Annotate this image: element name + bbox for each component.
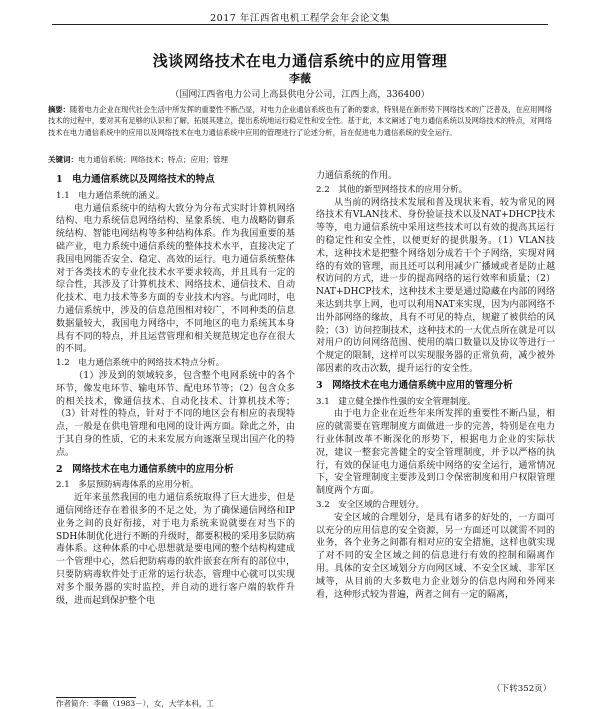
paragraph: 近年来虽然我国的电力通信系统取得了巨大进步，但是通信网络还存在着很多的不足之处，为了确保通信网络和IP业务之间的良好衔接，对于电力系统来说就要在对当下的SDH体制优化进行不断的升级时，都要积极的采用多层防病毒体系。这种体系的中心思想就是要电网的整个结构构建成一个管理中心，然后把防病毒的软件嵌套在所有的部位中，只要防病毒软件处于正常的运行状态，管理中心就可以实现对多个服务器的实时监控，并自动的进行客户端的软件升级，进而起到保护整个电 [56,493,295,606]
subsection-heading: 3.2 安全区域的合理划分。 [316,499,425,510]
subsection-heading: 2.2 其他的新型网络技术的应用分析。 [316,184,468,195]
author-footnote: 作者简介：李薇（1983－），女，大学本科，工 [56,699,214,708]
continued-note: （下转352页） [492,684,552,694]
subsection-heading: 1.1 电力通信系统的涵义。 [56,190,165,201]
paragraph: 由于电力企业在近些年来所发挥的重要性不断凸显，相应的就需要在管理制度方面做进一步的完善，特别是在电力行业体制改革不断深化的形势下，根据电力企业的实际状况，建议一整套完善健全的安全管理制度，并予以严格的执行，有效的保证电力通信系统中网络的安全运行，通常情况下，安全管理制度主要涉及到口令保密制度和用户权限管理制度两个方面。 [316,409,555,497]
paragraph: 安全区域的合理划分，是具有诸多的好处的，一方面可以充分的应用信息的安全资源，另一方面还可以就需不同的业务，各个业务之间都有相对应的安全措施，这样也就实现了对不同的安全区域之间的信息进行有效的控制和隔离作用。具体的安全区域划分方向网区域、不安全区域、非军区域等，从目前的大多数电力企业划分的信息内网和外网来看，这种形式较为普遍，两者之间有一定的隔离， [316,512,555,600]
paragraph: （1）涉及到的领域较多，包含整个电网系统中的各个环节，像发电环节、输电环节、配电环节等；（2）包含众多的相关技术，像通信技术、自动化技术、计算机技术等；（3）针对性的特点，针对于不同的地区会有相应的表现特点，一般是在供电管理和电网的设计两方面。除此之外，由于其自身的性质，它的未来发展方向逐渐呈现出国产化的特点。 [56,370,295,458]
left-column [56,170,295,607]
running-head: 2017 年江西省电机工程学会年会论文集 [210,13,390,24]
keywords [48,154,552,165]
paragraph: 从当前的网络技术发展和普及现状来看，较为常见的网络技术有VLAN技术、身份验证技术以及NAT+DHCP技术等等，电力通信系统中采用这些技术可以有效的提高其运行的稳定性和安全性，以便更好的提供服务。（1）VLAN技术，这种技术是把整个网络划分成若干个子网络，实现对网络的有效的管理，而且还可以利用减少广播域或者是防止越权访问的方式，进一步的提高网络的运行效率和质量；（2）NAT+DHCP技术，这种技术主要是通过隐藏在内部的网络来达到共享上网，也可以利用NAT来实现，因为内部网络不出外部网络的缘故，具有不可见的特点，规避了被供给的风险；（3）访问控制技术，这种技术的一大优点所在就是可以对用户的访问网络范围、使用的端口数量以及协议等进行一个规定的限制，这样可以实现服务器的正常负荷，减少被外部因素的攻击次数，提升运行的安全性。 [316,197,555,374]
author-name: 李薇 [289,72,311,85]
subsection-heading: 2.1 多层预防病毒体系的应用分析。 [56,480,199,491]
section-heading: 2 网络技术在电力通信系统中的应用分析 [56,463,234,475]
abstract [48,104,552,138]
subsection-heading: 3.1 建立健全操作性强的安全管理制度。 [316,396,476,407]
header-rule [52,24,548,25]
keywords-text: 电力通信系统；网络技术；特点；应用；管理 [78,155,228,164]
paragraph: 力通信系统的作用。 [316,171,398,181]
section-heading: 3 网络技术在电力通信系统中应用的管理分析 [316,379,513,391]
abstract-label: 摘要： [48,105,70,114]
abstract-text: 随着电力企业在现代社会生活中所发挥的重要性不断凸显，对电力企业通信系统也有了新的要求，特别是在新形势下网络技术的广泛普及，在应用网络技术的过程中，要对其有足够的认识和了解，拓展其建立，提出系统地运行稳定性和安全性。基于此，本文阐述了电力通信系统以及网络技术的特点，对网络技术在电力通信系统中的应用以及网络技术在电力通信系统中应用的管理进行了论述分析，旨在促进电力通信系统的安全运行。 [48,105,553,137]
section-heading: 1 电力通信系统以及网络技术的特点 [56,174,215,185]
paper-title: 浅谈网络技术在电力通信系统中的应用管理 [152,52,448,70]
paragraph: 电力通信系统中的结构大致分为分布式实时计算机网络结构、电力系统信息网络结构、星象系统、电力战略防御系统结构、智能电网结构等多种结构体系。作为我国重要的基础产业，电力系统中通信系统的整体技术水平，直接决定了我国电网能否安全、稳定、高效的运行。电力通信系统整体对于各类技术的专业化技术水平要求较高，并且具有一定的综合性，其涉及了计算机技术、网络技术、通信技术、自动化技术、电力技术等多方面的专业技术内容。与此同时，电力通信系统中，涉及的信息范围相对较广，不同种类的信息数据量较大，我国电力网络中，不同地区的电力系统其本身具有不同的特点，并且运营管理和相关规范规定也存在很大的不同。 [56,203,295,355]
author-affiliation: （国网江西省电力公司上高县供电分公司，江西上高，336400） [170,90,430,100]
keywords-label: 关键词： [48,155,78,164]
subsection-heading: 1.2 电力通信系统中的网络技术特点分析。 [56,358,225,369]
right-column [316,170,555,601]
